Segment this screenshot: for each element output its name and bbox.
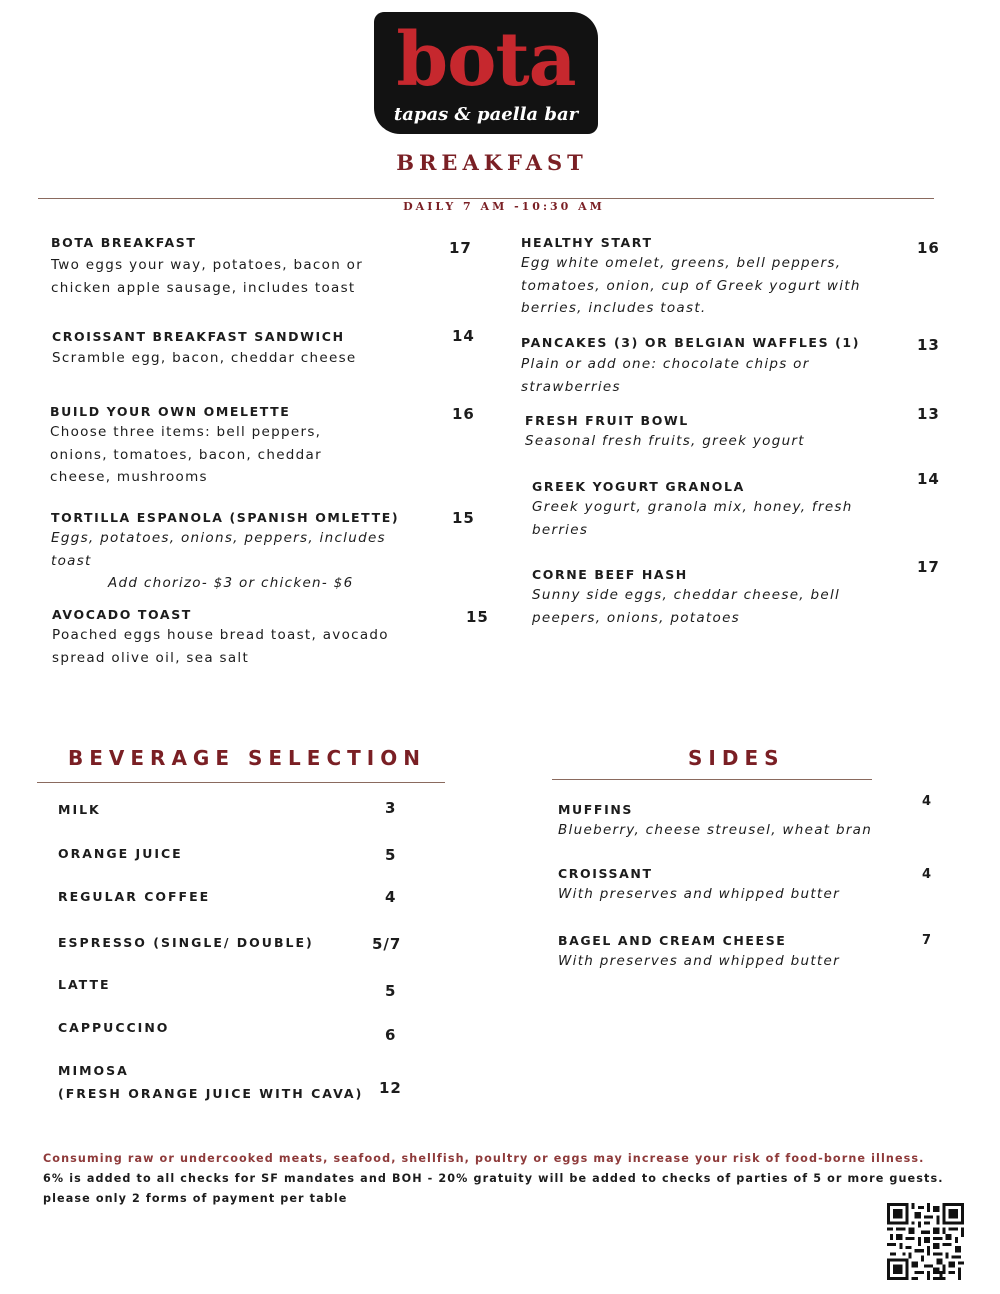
menu-item — [52, 607, 389, 669]
item-price: 14 — [452, 327, 475, 345]
item-note: Add chorizo- $3 or chicken- $6 — [108, 575, 354, 591]
item-desc: Greek yogurt, granola mix, honey, fresh — [532, 499, 853, 515]
menu-item — [521, 335, 860, 398]
item-name: AVOCADO TOAST — [52, 607, 192, 622]
sides-title: SIDES — [688, 746, 785, 770]
side-price: 7 — [922, 933, 933, 948]
menu-item — [532, 567, 840, 629]
beverage-price: 5 — [385, 846, 397, 864]
item-name: FRESH FRUIT BOWL — [525, 413, 689, 428]
item-desc: cheese, mushrooms — [50, 469, 208, 485]
beverage-divider — [37, 782, 445, 783]
item-desc: tomatoes, onion, cup of Greek yogurt with — [521, 277, 861, 294]
side-desc: With preserves and whipped butter — [558, 953, 840, 969]
item-desc: Plain or add one: chocolate chips or — [521, 356, 810, 372]
item-price: 15 — [466, 608, 489, 626]
item-desc: Sunny side eggs, cheddar cheese, bell — [532, 587, 841, 603]
breakfast-title: BREAKFAST — [396, 150, 588, 175]
side-desc: With preserves and whipped butter — [558, 886, 840, 902]
brand-logo — [374, 12, 598, 134]
item-desc: Egg white omelet, greens, bell peppers, — [521, 255, 842, 271]
beverage-price: 4 — [385, 888, 397, 906]
item-desc: Poached eggs house bread toast, avocado — [52, 627, 389, 643]
item-name: BOTA BREAKFAST — [51, 235, 197, 250]
item-price: 13 — [917, 336, 940, 354]
item-price: 13 — [917, 405, 940, 423]
menu-item — [51, 510, 399, 595]
item-price: 15 — [452, 509, 475, 527]
item-price: 17 — [917, 558, 940, 576]
item-desc: spread olive oil, sea salt — [52, 649, 250, 666]
side-name: BAGEL AND CREAM CHEESE — [558, 933, 787, 948]
item-desc: Choose three items: bell peppers, — [50, 424, 322, 440]
beverage-name: CAPPUCCINO — [58, 1020, 170, 1035]
menu-item — [52, 329, 357, 370]
logo-wordmark: bota — [396, 17, 576, 103]
logo-tagline: tapas & paella bar — [393, 104, 579, 125]
beverage-name: ESPRESSO (SINGLE/ DOUBLE) — [58, 935, 314, 950]
item-name: CORNE BEEF HASH — [532, 567, 688, 582]
beverage-price: 12 — [379, 1079, 402, 1097]
beverage-name: MIMOSA — [58, 1063, 129, 1078]
side-item — [558, 802, 872, 842]
item-price: 17 — [449, 239, 472, 257]
item-desc: Eggs, potatoes, onions, peppers, includes — [51, 530, 386, 546]
item-name: GREEK YOGURT GRANOLA — [532, 479, 745, 494]
item-desc: onions, tomatoes, bacon, cheddar — [50, 446, 322, 463]
beverage-price: 6 — [385, 1026, 397, 1044]
item-desc: berries — [532, 521, 589, 538]
side-item — [558, 933, 840, 973]
menu-item — [532, 479, 853, 541]
beverage-name: MILK — [58, 802, 101, 817]
fee-notice: 6% is added to all checks for SF mandates and BOH - 20% gratuity will be added to checks of parties of 5 or more guests. — [43, 1172, 944, 1185]
item-desc: peepers, onions, potatoes — [532, 609, 741, 626]
item-price: 16 — [917, 239, 940, 257]
beverage-subname: (FRESH ORANGE JUICE WITH CAVA) — [58, 1086, 364, 1101]
beverage-title: BEVERAGE SELECTION — [68, 746, 426, 770]
beverage-price: 5/7 — [372, 935, 402, 953]
side-desc: Blueberry, cheese streusel, wheat bran — [558, 822, 873, 838]
payment-notice: please only 2 forms of payment per table — [43, 1192, 348, 1205]
beverage-name: LATTE — [58, 977, 111, 992]
side-price: 4 — [922, 794, 933, 809]
item-name: HEALTHY START — [521, 235, 653, 250]
menu-item — [51, 235, 363, 299]
side-price: 4 — [922, 867, 933, 882]
item-desc: berries, includes toast. — [521, 300, 707, 316]
item-name: TORTILLA ESPANOLA (SPANISH OMLETTE) — [51, 510, 400, 525]
side-name: CROISSANT — [558, 866, 653, 881]
side-name: MUFFINS — [558, 802, 633, 817]
side-item — [558, 866, 840, 906]
food-safety-warning: Consuming raw or undercooked meats, seafood, shellfish, poultry or eggs may increase your risk of food-borne illness. — [43, 1152, 925, 1165]
beverage-price: 5 — [385, 982, 397, 1000]
item-name: BUILD YOUR OWN OMELETTE — [50, 404, 291, 419]
item-desc: Two eggs your way, potatoes, bacon or — [51, 257, 364, 273]
qr-code-icon[interactable] — [887, 1203, 964, 1280]
item-name: CROISSANT BREAKFAST SANDWICH — [52, 329, 345, 344]
sides-divider — [552, 779, 872, 780]
beverage-item — [58, 1059, 363, 1105]
beverage-name: ORANGE JUICE — [58, 846, 183, 861]
item-desc: toast — [51, 552, 92, 569]
item-price: 16 — [452, 405, 475, 423]
item-desc: chicken apple sausage, includes toast — [51, 279, 356, 296]
menu-item — [50, 404, 322, 489]
item-desc: Scramble egg, bacon, cheddar cheese — [52, 350, 357, 366]
item-name: PANCAKES (3) OR BELGIAN WAFFLES (1) — [521, 335, 861, 350]
beverage-name: REGULAR COFFEE — [58, 889, 211, 904]
item-price: 14 — [917, 470, 940, 488]
breakfast-divider — [38, 198, 934, 199]
beverage-price: 3 — [385, 799, 397, 817]
item-desc: Seasonal fresh fruits, greek yogurt — [525, 433, 805, 449]
menu-item — [525, 413, 805, 453]
breakfast-hours: DAILY 7 AM -10:30 AM — [403, 200, 605, 213]
menu-item — [521, 235, 861, 320]
item-desc: strawberries — [521, 378, 621, 395]
